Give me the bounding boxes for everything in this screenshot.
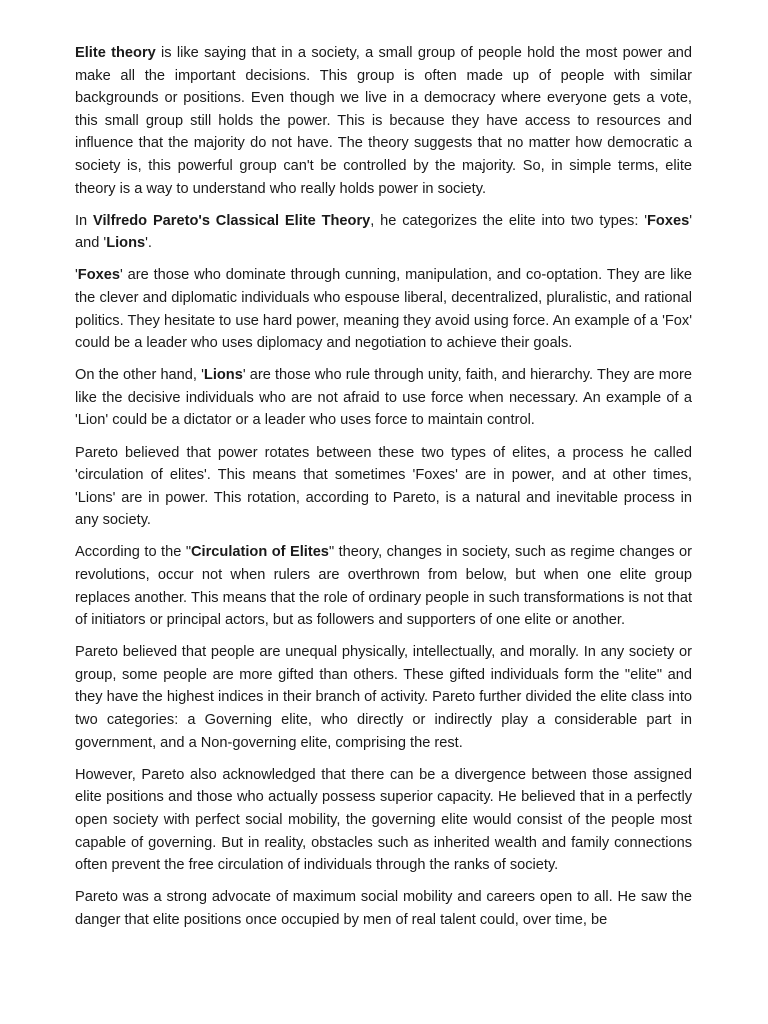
paragraph-text: On the other hand, ' [75, 367, 204, 384]
paragraph [75, 886, 692, 931]
paragraph-text: However, Pareto also acknowledged that there can be a divergence between those assigned elite positions and those who actually possess superior capacity. He believed that in a perfectly open society with perfect social mobility, the governing elite would consist of the people most capable of governing. But in reality, obstacles such as inherited wealth and family connections often prevent the free circulation of individuals through the ranks of society. [75, 766, 692, 874]
paragraph-text: ' are those who dominate through cunning, manipulation, and co-optation. They are like the clever and diplomatic individuals who espouse liberal, decentralized, pluralistic, and rational politics. They hesitate to use hard power, meaning they avoid using force. An example of a 'Fox' could be a leader who uses diplomacy and negotiation to achieve their goals. [75, 267, 692, 352]
paragraph-text: " theory, changes in society, such as regime changes or revolutions, occur not when rulers are overthrown from below, but when one elite group replaces another. This means that the role of ordinary people in such transformations is not that of initiators or principal actors, but as followers and supporters of one elite or another. [75, 544, 692, 629]
paragraph [75, 442, 692, 532]
paragraph-text: ' are those who rule through unity, faith, and hierarchy. They are more like the decisive individuals who are not afraid to use force when necessary. An example of a 'Lion' could be a dictator or a leader who uses force to maintain control. [75, 367, 693, 429]
paragraph [75, 764, 692, 877]
paragraph-text: ' and ' [75, 212, 692, 252]
paragraph-text: Pareto believed that people are unequal physically, intellectually, and morally. In any society or group, some people are more gifted than others. These gifted individuals form the "elite" and they have the highest indices in their branch of activity. Pareto further divided the elite class into two categories: a Governing elite, who directly or indirectly play a considerable part in government, and a Non-governing elite, comprising the rest. [75, 644, 692, 751]
bold-term: Lions [203, 367, 243, 384]
paragraph-text: According to the " [75, 544, 192, 561]
paragraph [75, 42, 692, 200]
bold-term: Foxes [647, 212, 690, 229]
paragraph [75, 541, 692, 631]
paragraph-text: is like saying that in a society, a small group of people hold the most power and make all the important decisions. This group is often made up of people with similar backgrounds or positions. Even though we live in a democracy where everyone gets a vote, this small group still holds the power. This is because they have access to resources and influence that the majority do not have. The theory suggests that no matter how democratic a society is, this powerful group can't be controlled by the majority. So, in simple terms, elite theory is a way to understand who really holds power in society. [75, 45, 692, 197]
paragraph-text: In [75, 212, 94, 229]
paragraph [75, 210, 692, 255]
paragraph-text: Pareto was a strong advocate of maximum social mobility and careers open to all. He saw the danger that elite positions once occupied by men of real talent could, over time, be [75, 889, 692, 928]
bold-term: Circulation of Elites [191, 544, 329, 561]
document-page [75, 42, 692, 941]
paragraph-text: Pareto believed that power rotates between these two types of elites, a process he called 'circulation of elites'. This means that sometimes 'Foxes' are in power, and at other times, 'Lions' are in power. This rotation, according to Pareto, is a natural and inevitable process in any society. [75, 444, 692, 529]
paragraph [75, 264, 692, 354]
paragraph [75, 364, 692, 432]
bold-term: Foxes [77, 267, 120, 284]
paragraph-text: ' [75, 267, 78, 284]
paragraph [75, 641, 692, 754]
bold-term: Lions [106, 235, 146, 252]
bold-term: Elite theory [75, 45, 156, 61]
paragraph-text: , he categorizes the elite into two types: ' [370, 212, 648, 229]
paragraph-text: '. [145, 235, 152, 252]
bold-term: Vilfredo Pareto's Classical Elite Theory [93, 212, 371, 229]
